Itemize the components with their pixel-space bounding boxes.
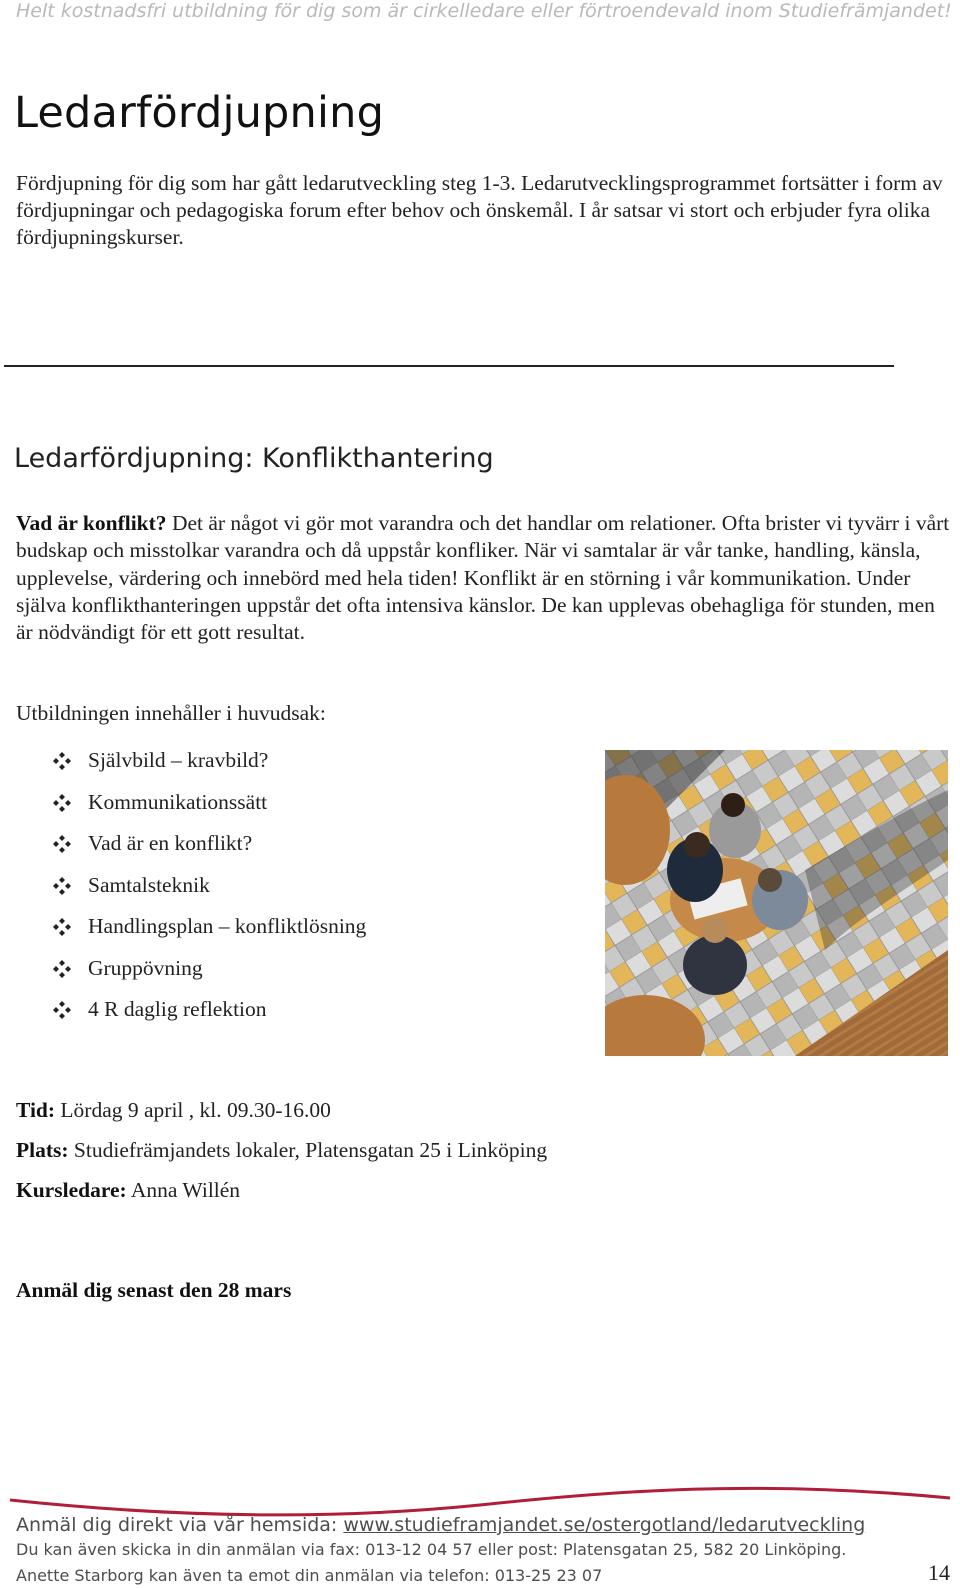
list-item: Handlingsplan – konfliktlösning bbox=[52, 914, 366, 956]
header-banner: Helt kostnadsfri utbildning för dig som är cirkelledare eller förtroendevald inom Studiefrämjandet! bbox=[16, 0, 952, 22]
course-title: Ledarfördjupning: Konflikthantering bbox=[14, 443, 494, 474]
footer-website: Anmäl dig direkt via vår hemsida: www.studieframjandet.se/ostergotland/ledarutveckling bbox=[16, 1514, 866, 1536]
diamond-bullet-icon bbox=[52, 1000, 72, 1020]
page-title: Ledarfördjupning bbox=[14, 88, 385, 138]
list-item: Kommunikationssätt bbox=[52, 790, 366, 832]
website-link[interactable]: www.studieframjandet.se/ostergotland/ledarutveckling bbox=[343, 1514, 866, 1536]
diamond-bullet-icon bbox=[52, 876, 72, 896]
registration-deadline: Anmäl dig senast den 28 mars bbox=[16, 1278, 292, 1302]
list-item: 4 R daglig reflektion bbox=[52, 997, 366, 1039]
time-info: Tid: Lördag 9 april , kl. 09.30-16.00 bbox=[16, 1098, 331, 1122]
place-info: Plats: Studiefrämjandets lokaler, Platensgatan 25 i Linköping bbox=[16, 1138, 548, 1162]
leader-info: Kursledare: Anna Willén bbox=[16, 1178, 241, 1202]
divider bbox=[4, 365, 894, 367]
diamond-bullet-icon bbox=[52, 751, 72, 771]
diamond-bullet-icon bbox=[52, 917, 72, 937]
course-description bbox=[16, 510, 951, 646]
intro-paragraph: Fördjupning för dig som har gått ledarutveckling steg 1-3. Ledarutvecklingsprogrammet fortsätter i form av fördjupningar och pedagogiska forum efter behov och önskemål. I år satsar vi stort och erbjuder fyra olika fördjupningskurser. bbox=[16, 171, 943, 249]
contents-list bbox=[52, 748, 366, 1039]
list-item: Gruppövning bbox=[52, 956, 366, 998]
page-number: 14 bbox=[928, 1560, 950, 1585]
list-item: Självbild – kravbild? bbox=[52, 748, 366, 790]
photo-illustration bbox=[605, 750, 948, 1056]
diamond-bullet-icon bbox=[52, 834, 72, 854]
footer-fax-post: Du kan även skicka in din anmälan via fax: 013-12 04 57 eller post: Platensgatan 25, 582 20 Linköping. bbox=[16, 1540, 847, 1559]
description-lead: Vad är konflikt? bbox=[16, 511, 167, 535]
list-item: Samtalsteknik bbox=[52, 873, 366, 915]
list-item: Vad är en konflikt? bbox=[52, 831, 366, 873]
contents-heading: Utbildningen innehåller i huvudsak: bbox=[16, 701, 326, 725]
footer-phone: Anette Starborg kan även ta emot din anmälan via telefon: 013-25 23 07 bbox=[16, 1566, 603, 1585]
description-text: Det är något vi gör mot varandra och det handlar om relationer. Ofta brister vi tyvärr i vårt budskap och misstolkar varandra och då uppstår konfliker. När vi samtalar är vår tanke, handling, känsla, upplevelse, värdering och innebörd med hela tiden! Konflikt är en störning i vår kommunikation. Under själva konflikthanteringen uppstår det ofta intensiva känslor. De kan upplevas obehagliga för stunden, men är nödvändigt för ett gott resultat. bbox=[16, 511, 950, 645]
diamond-bullet-icon bbox=[52, 793, 72, 813]
group-discussion-photo bbox=[605, 750, 948, 1056]
diamond-bullet-icon bbox=[52, 959, 72, 979]
